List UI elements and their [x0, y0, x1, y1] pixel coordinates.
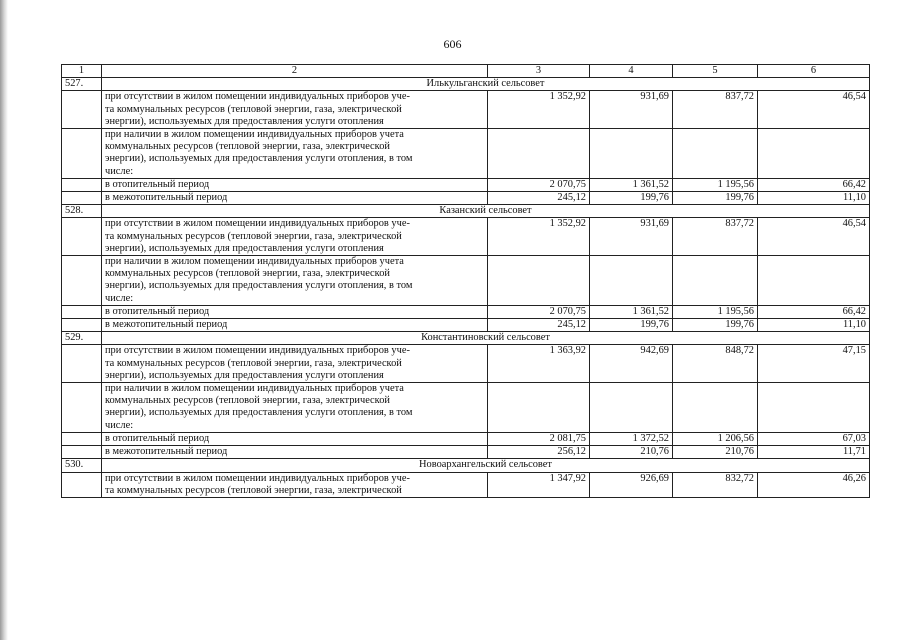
value-col-3: 1 347,92	[488, 472, 590, 497]
value-col-4: 199,76	[590, 192, 673, 205]
value-col-5: 210,76	[673, 446, 758, 459]
row-description: при отсутствии в жилом помещении индивидуальных приборов уче- та коммунальных ресурсов (тепловой энергии, газа, электрической энергии), используемых для предоставления услуги отопления	[102, 345, 488, 383]
value-col-4: 1 361,52	[590, 305, 673, 318]
row-number-cell	[62, 383, 102, 433]
row-description: при отсутствии в жилом помещении индивидуальных приборов уче- та коммунальных ресурсов (тепловой энергии, газа, электрической энергии), используемых для предоставления услуги отопления	[102, 91, 488, 129]
value-col-4: 1 372,52	[590, 432, 673, 445]
value-col-6: 11,10	[758, 319, 870, 332]
header-row	[62, 65, 870, 78]
row-number-cell	[62, 305, 102, 318]
value-col-6: 11,10	[758, 192, 870, 205]
section-row	[62, 459, 870, 472]
row-description: при отсутствии в жилом помещении индивидуальных приборов уче- та коммунальных ресурсов (тепловой энергии, газа, электрической энергии), используемых для предоставления услуги отопления	[102, 218, 488, 256]
table-row	[62, 472, 870, 497]
table-row	[62, 256, 870, 306]
value-col-5: 848,72	[673, 345, 758, 383]
table-row	[62, 432, 870, 445]
row-number-cell	[62, 192, 102, 205]
value-col-6	[758, 383, 870, 433]
table-row	[62, 305, 870, 318]
value-col-6: 46,54	[758, 91, 870, 129]
value-col-4: 926,69	[590, 472, 673, 497]
value-col-6: 66,42	[758, 305, 870, 318]
value-col-3: 256,12	[488, 446, 590, 459]
value-col-3	[488, 129, 590, 179]
section-number: 528.	[62, 205, 102, 218]
row-description: в отопительный период	[102, 178, 488, 191]
value-col-3: 2 070,75	[488, 178, 590, 191]
value-col-5: 199,76	[673, 192, 758, 205]
row-number-cell	[62, 319, 102, 332]
row-description: при отсутствии в жилом помещении индивидуальных приборов уче- та коммунальных ресурсов (тепловой энергии, газа, электрической	[102, 472, 488, 497]
column-header: 1	[62, 65, 102, 78]
value-col-4	[590, 256, 673, 306]
table-row	[62, 192, 870, 205]
value-col-3: 245,12	[488, 192, 590, 205]
value-col-6	[758, 256, 870, 306]
column-header: 2	[102, 65, 488, 78]
row-number-cell	[62, 472, 102, 497]
section-number: 529.	[62, 332, 102, 345]
section-number: 527.	[62, 78, 102, 91]
row-description: в отопительный период	[102, 432, 488, 445]
section-name: Новоархангельский сельсовет	[102, 459, 870, 472]
value-col-4: 931,69	[590, 218, 673, 256]
value-col-4: 931,69	[590, 91, 673, 129]
column-header: 3	[488, 65, 590, 78]
row-description: в межотопительный период	[102, 446, 488, 459]
value-col-5: 832,72	[673, 472, 758, 497]
value-col-3: 2 081,75	[488, 432, 590, 445]
column-header: 5	[673, 65, 758, 78]
row-description: в отопительный период	[102, 305, 488, 318]
table-body	[62, 65, 870, 498]
table-row	[62, 345, 870, 383]
value-col-3: 2 070,75	[488, 305, 590, 318]
value-col-3	[488, 256, 590, 306]
value-col-5	[673, 256, 758, 306]
scan-left-edge	[0, 0, 8, 640]
tariff-table	[61, 64, 870, 498]
value-col-6	[758, 129, 870, 179]
value-col-6: 47,15	[758, 345, 870, 383]
table-row	[62, 446, 870, 459]
row-number-cell	[62, 178, 102, 191]
value-col-6: 46,54	[758, 218, 870, 256]
value-col-4	[590, 129, 673, 179]
row-number-cell	[62, 91, 102, 129]
row-description: при наличии в жилом помещении индивидуальных приборов учета коммунальных ресурсов (тепловой энергии, газа, электрической энергии), используемых для предоставления услуги отопления, в том числе:	[102, 129, 488, 179]
value-col-5: 837,72	[673, 218, 758, 256]
section-number: 530.	[62, 459, 102, 472]
value-col-6: 66,42	[758, 178, 870, 191]
value-col-5: 837,72	[673, 91, 758, 129]
table-row	[62, 319, 870, 332]
value-col-3: 1 352,92	[488, 91, 590, 129]
row-description: в межотопительный период	[102, 192, 488, 205]
value-col-3: 1 352,92	[488, 218, 590, 256]
table-row	[62, 91, 870, 129]
table-row	[62, 129, 870, 179]
row-description: при наличии в жилом помещении индивидуальных приборов учета коммунальных ресурсов (тепловой энергии, газа, электрической энергии), используемых для предоставления услуги отопления, в том числе:	[102, 383, 488, 433]
row-number-cell	[62, 256, 102, 306]
value-col-5: 199,76	[673, 319, 758, 332]
value-col-4: 210,76	[590, 446, 673, 459]
value-col-3: 245,12	[488, 319, 590, 332]
section-row	[62, 205, 870, 218]
value-col-4	[590, 383, 673, 433]
column-header: 4	[590, 65, 673, 78]
value-col-4: 1 361,52	[590, 178, 673, 191]
table-row	[62, 383, 870, 433]
page-number: 606	[443, 37, 462, 51]
row-number-cell	[62, 345, 102, 383]
value-col-5	[673, 383, 758, 433]
row-number-cell	[62, 129, 102, 179]
table-row	[62, 218, 870, 256]
section-name: Илькульганский сельсовет	[102, 78, 870, 91]
row-number-cell	[62, 432, 102, 445]
row-description: в межотопительный период	[102, 319, 488, 332]
row-number-cell	[62, 218, 102, 256]
value-col-5: 1 206,56	[673, 432, 758, 445]
value-col-4: 199,76	[590, 319, 673, 332]
value-col-5: 1 195,56	[673, 305, 758, 318]
section-name: Константиновский сельсовет	[102, 332, 870, 345]
section-row	[62, 78, 870, 91]
value-col-6: 46,26	[758, 472, 870, 497]
row-description: при наличии в жилом помещении индивидуальных приборов учета коммунальных ресурсов (тепловой энергии, газа, электрической энергии), используемых для предоставления услуги отопления, в том числе:	[102, 256, 488, 306]
row-number-cell	[62, 446, 102, 459]
table-row	[62, 178, 870, 191]
value-col-5	[673, 129, 758, 179]
value-col-3	[488, 383, 590, 433]
section-name: Казанский сельсовет	[102, 205, 870, 218]
value-col-6: 67,03	[758, 432, 870, 445]
section-row	[62, 332, 870, 345]
value-col-4: 942,69	[590, 345, 673, 383]
value-col-3: 1 363,92	[488, 345, 590, 383]
column-header: 6	[758, 65, 870, 78]
value-col-5: 1 195,56	[673, 178, 758, 191]
value-col-6: 11,71	[758, 446, 870, 459]
